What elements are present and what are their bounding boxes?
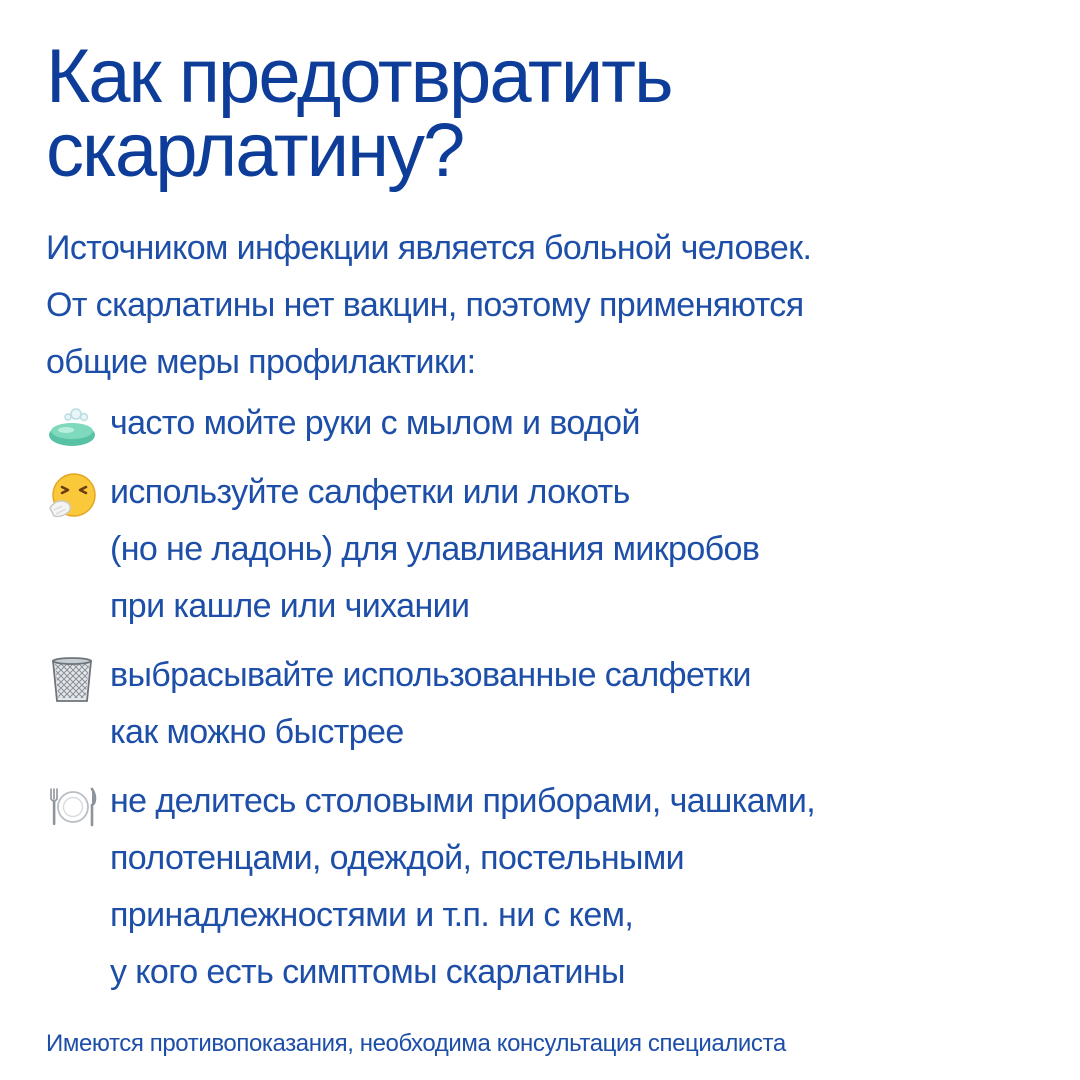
- contraindications-footnote: Имеются противопоказания, необходима консультация специалиста: [46, 1030, 786, 1057]
- tip-use-tissues: [46, 464, 1036, 635]
- tip-do-not-share: [46, 773, 1036, 1001]
- page-title: [46, 34, 1036, 193]
- title-line-2: скарлатину?: [46, 108, 464, 193]
- tip-line: не делитесь столовыми приборами, чашками,: [110, 782, 816, 820]
- tip-dispose-tissues: [46, 647, 1036, 761]
- sneezing-face-icon: [46, 472, 98, 520]
- title-line-1: Как предотвратить: [46, 34, 672, 119]
- tip-line: выбрасывайте использованные салфетки: [110, 656, 751, 694]
- tip-line: у кого есть симптомы скарлатины: [110, 953, 625, 991]
- tip-wash-hands: [46, 395, 1036, 452]
- tip-line: используйте салфетки или локоть: [110, 473, 630, 511]
- soap-icon: [46, 403, 98, 451]
- tip-line: как можно быстрее: [110, 713, 404, 751]
- tip-line: полотенцами, одеждой, постельными: [110, 839, 685, 877]
- tip-line: часто мойте руки с мылом и водой: [110, 404, 640, 442]
- intro-line-3: общие меры профилактики:: [46, 343, 476, 381]
- intro-line-1: Источником инфекции является больной человек.: [46, 229, 812, 267]
- wastebasket-icon: [46, 655, 98, 703]
- intro-paragraph: [46, 220, 1036, 391]
- tip-line: при кашле или чихании: [110, 587, 470, 625]
- tip-line: принадлежностями и т.п. ни с кем,: [110, 896, 634, 934]
- prevention-tips-list: [46, 395, 1036, 1001]
- tip-line: (но не ладонь) для улавливания микробов: [110, 530, 760, 568]
- intro-line-2: От скарлатины нет вакцин, поэтому применяются: [46, 286, 804, 324]
- plate-cutlery-icon: [46, 781, 98, 829]
